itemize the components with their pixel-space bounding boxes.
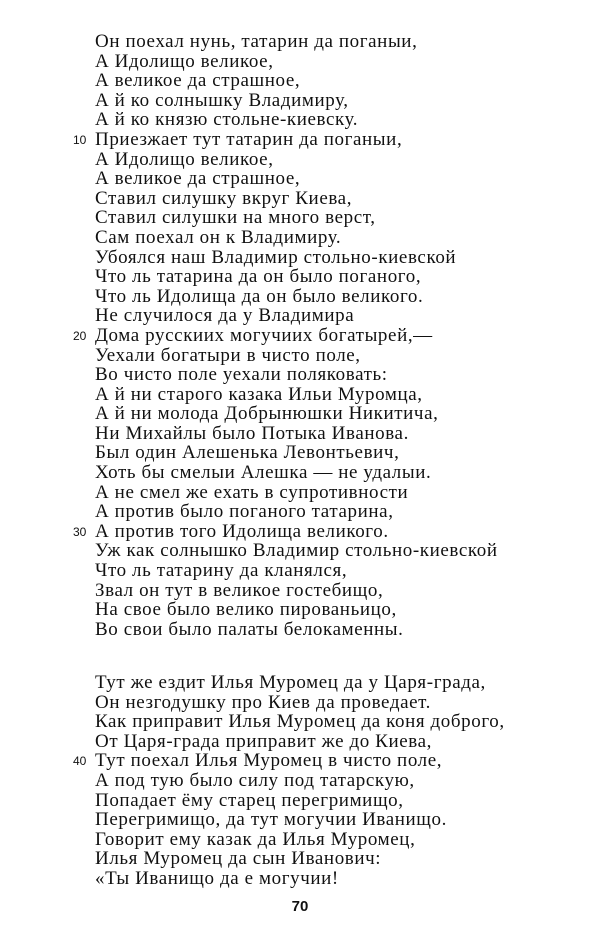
verse-line: [95, 581, 498, 601]
verse-line: [95, 385, 498, 405]
verse-line: [95, 110, 498, 130]
verse-line: [95, 150, 498, 170]
verse-text: А против того Идолища великого.: [95, 520, 389, 542]
verse-line: [95, 541, 498, 561]
verse-line: [73, 750, 505, 772]
verse-text: Что ль татарина да он было поганого,: [95, 266, 422, 288]
verse-text: От Царя-града приправит же до Киева,: [95, 730, 432, 752]
verse-line: [73, 128, 498, 150]
verse-text: Убоялся наш Владимир стольно-киевской: [95, 246, 457, 268]
verse-text: Во чисто поле уехали поляковать:: [95, 364, 388, 386]
verse-line: [95, 849, 505, 869]
verse-text: Как приправит Илья Муромец да коня доброго,: [95, 711, 505, 733]
page-number: 70: [291, 898, 309, 915]
verse-line: [95, 869, 505, 889]
line-number: 40: [73, 754, 87, 769]
line-number: 20: [73, 328, 87, 343]
verse-text: Он незгодушку про Киев да проведает.: [95, 691, 431, 713]
verse-text: На свое было велико пированьицо,: [95, 599, 397, 621]
verse-line: [95, 248, 498, 268]
verse-line: [95, 287, 498, 307]
verse-line: [95, 712, 505, 732]
verse-line: [95, 32, 498, 52]
verse-text: Он поехал нунь, татарин да поганыи,: [95, 31, 418, 52]
verse-line: [95, 830, 505, 850]
verse-text: Тут поехал Илья Муромец в чисто поле,: [95, 750, 443, 772]
verse-text: «Ты Иванищо да е могучии!: [95, 867, 339, 889]
verse-line: [95, 791, 505, 811]
verse-text: Что ль татарину да кланялся,: [95, 560, 348, 582]
stanza-1: [73, 31, 498, 640]
verse-text: А й ко солнышку Владимиру,: [95, 89, 349, 111]
verse-line: [95, 52, 498, 72]
verse-text: Во свои было палаты белокаменны.: [95, 618, 404, 640]
verse-line: [73, 520, 498, 542]
verse-line: [95, 620, 498, 640]
verse-text: А великое да страшное,: [95, 70, 301, 92]
verse-line: [95, 810, 505, 830]
verse-line: [95, 561, 498, 581]
verse-line: [95, 346, 498, 366]
verse-text: Ставил силушки на много верст,: [95, 207, 376, 229]
verse-text: Дома русскиих могучиих богатырей,—: [95, 324, 433, 346]
verse-text: Уж как солнышко Владимир стольно-киевской: [95, 540, 498, 562]
line-number: 30: [73, 524, 87, 539]
verse-text: А великое да страшное,: [95, 168, 301, 190]
verse-text: А не смел же ехать в супротивности: [95, 481, 409, 503]
verse-text: А й ко князю стольне-киевску.: [95, 109, 359, 131]
verse-text: А Идолищо великое,: [95, 148, 274, 170]
verse-text: Говорит ему казак да Илья Муромец,: [95, 828, 416, 850]
verse-line: [95, 673, 505, 693]
verse-text: Илья Муромец да сын Иванович:: [95, 848, 382, 870]
verse-text: Был один Алешенька Левонтьевич,: [95, 442, 400, 464]
verse-text: Звал он тут в великое гостебищо,: [95, 579, 384, 601]
verse-line: [95, 228, 498, 248]
verse-line: [95, 208, 498, 228]
verse-text: А против было поганого татарина,: [95, 501, 394, 523]
stanza-2: [73, 672, 505, 889]
verse-line: [95, 771, 505, 791]
verse-line: [95, 463, 498, 483]
verse-line: [95, 169, 498, 189]
verse-line: [95, 306, 498, 326]
verse-line: [95, 502, 498, 522]
verse-text: Уехали богатыри в чисто поле,: [95, 344, 361, 366]
verse-text: Ни Михайлы было Потыка Иванова.: [95, 422, 409, 444]
verse-line: [95, 267, 498, 287]
verse-line: [95, 443, 498, 463]
verse-line: [73, 324, 498, 346]
verse-line: [95, 365, 498, 385]
verse-text: Хоть бы смелыи Алешка — не удалыи.: [95, 462, 432, 484]
verse-line: [95, 483, 498, 503]
verse-line: [95, 404, 498, 424]
verse-text: Тут же ездит Илья Муромец да у Царя-града,: [95, 672, 486, 693]
verse-text: А Идолищо великое,: [95, 50, 274, 72]
verse-text: А под тую было силу под татарскую,: [95, 769, 415, 791]
verse-text: Перегримищо, да тут могучии Иванищо.: [95, 809, 447, 831]
verse-line: [95, 732, 505, 752]
verse-line: [95, 71, 498, 91]
verse-text: Ставил силушку вкруг Киева,: [95, 187, 353, 209]
verse-line: [95, 189, 498, 209]
verse-line: [95, 424, 498, 444]
verse-line: [95, 91, 498, 111]
verse-text: Попадает ёму старец перегримищо,: [95, 789, 404, 811]
verse-line: [95, 600, 498, 620]
verse-text: Не случилося да у Владимира: [95, 305, 355, 327]
verse-text: А й ни старого казака Ильи Муромца,: [95, 383, 423, 405]
verse-text: Приезжает тут татарин да поганыи,: [95, 128, 403, 150]
verse-line: [95, 693, 505, 713]
line-number: 10: [73, 132, 87, 147]
verse-text: Что ль Идолища да он было великого.: [95, 285, 424, 307]
verse-text: Сам поехал он к Владимиру.: [95, 226, 342, 248]
verse-text: А й ни молода Добрынюшки Никитича,: [95, 403, 439, 425]
